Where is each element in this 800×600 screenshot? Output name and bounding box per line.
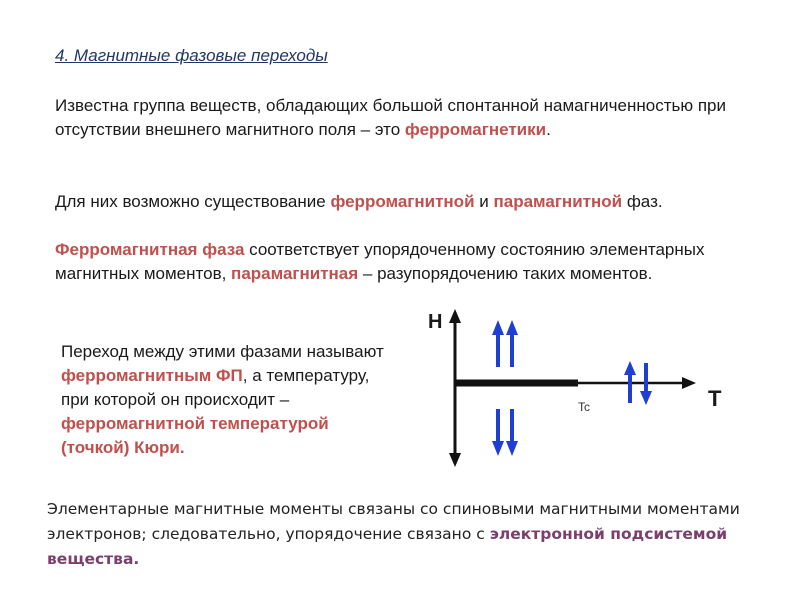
p1-highlight: ферромагнетики [404, 120, 547, 139]
paragraph-order [55, 238, 775, 286]
p4-a: Переход между этими фазами называют [61, 342, 384, 361]
p2-b: и [474, 192, 494, 211]
paragraph-ferromagnets [55, 94, 775, 142]
h-axis-arrow-up-icon [449, 309, 461, 323]
p4-hl-curie: ферромагнитной температурой (точкой) Кюри. [61, 414, 329, 457]
h-axis-label: H [428, 311, 443, 333]
p4-hl-fp: ферромагнитным ФП [61, 366, 243, 385]
p2-hl-ferro: ферромагнитной [330, 192, 475, 211]
spin-down-pair-icon [492, 409, 518, 456]
p1-text: Известна группа веществ, обладающих большой спонтанной намагниченностью при отсутствии внешнего магнитного поля – это [55, 96, 726, 139]
paragraph-transition [61, 340, 401, 460]
h-axis-arrow-down-icon [449, 453, 461, 467]
paragraph-spin [47, 497, 767, 572]
t-axis-arrow-icon [682, 377, 696, 389]
p2-c: фаз. [622, 192, 663, 211]
section-heading: 4. Магнитные фазовые переходы [55, 46, 328, 65]
p1-end: . [546, 120, 551, 139]
p3-hl-ferro-phase: Ферромагнитная фаза [55, 240, 245, 259]
p2-a: Для них возможно существование [55, 192, 331, 211]
p5-hl: электронной подсистемой вещества. [47, 525, 728, 568]
p3-b: – разупорядочению таких моментов. [358, 264, 653, 283]
spin-up-pair-icon [492, 320, 518, 367]
p3-hl-para: парамагнитная [231, 264, 359, 283]
paragraph-phases [55, 190, 775, 214]
tc-label: Tc [578, 400, 590, 414]
p3-a: соответствует упорядоченному состоянию элементарных магнитных моментов, [55, 240, 705, 283]
phase-diagram [410, 305, 740, 470]
t-axis-label: T [708, 386, 722, 411]
p2-hl-para: парамагнитной [493, 192, 623, 211]
p5-a: Элементарные магнитные моменты связаны со спиновыми магнитными моментами электронов; следовательно, упорядочение связано с [47, 500, 740, 543]
p4-b: , а температуру, при которой он происходит – [61, 366, 370, 409]
